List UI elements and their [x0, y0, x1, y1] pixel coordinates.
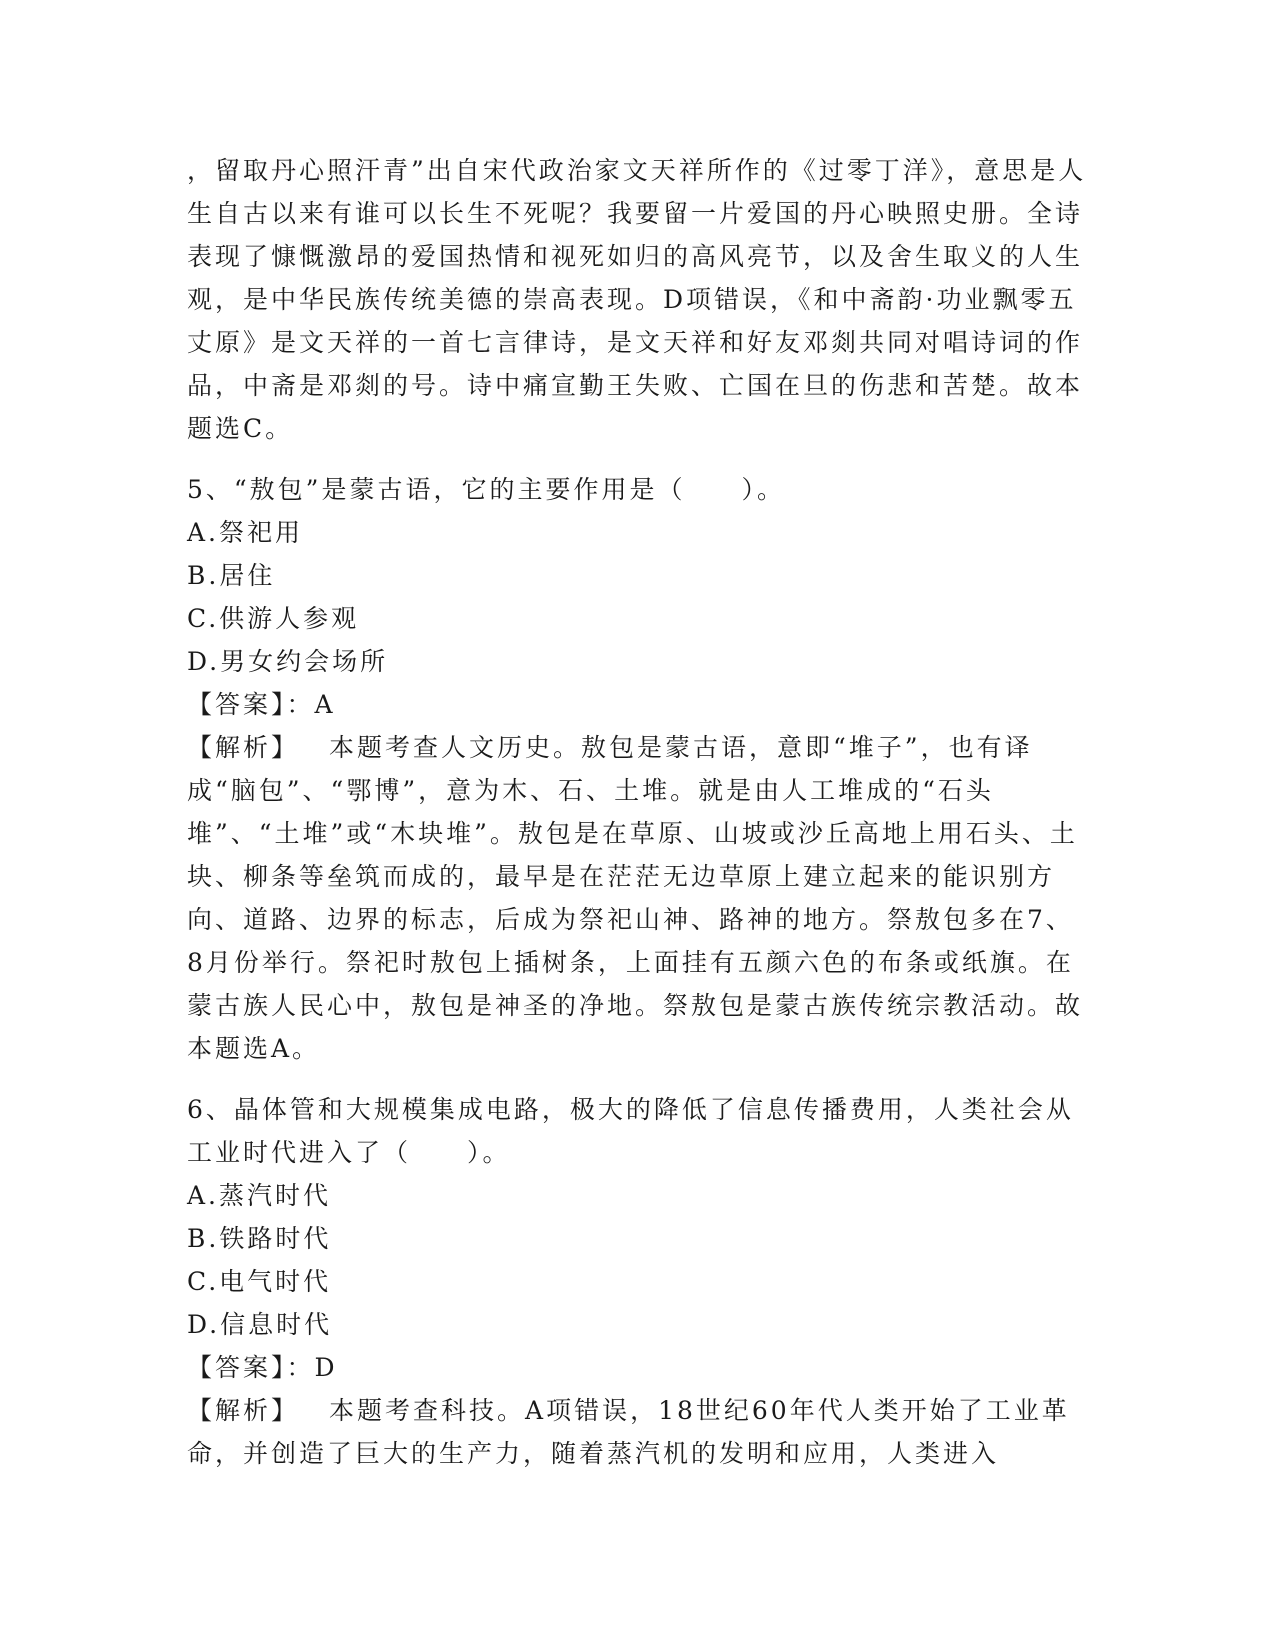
answer-value: ：A: [286, 690, 336, 719]
question-5-answer: [187, 683, 1087, 726]
question-5-option-b: B.居住: [187, 561, 276, 590]
explanation-text: 本题考查科技。A项错误，18世纪60年代人类开始了工业革命，并创造了巨大的生产力，随着蒸汽机的发明和应用，人类进入: [187, 1396, 1070, 1468]
question-6-option-d: D.信息时代: [187, 1310, 333, 1339]
answer-tag: 【答案】: [187, 690, 287, 719]
question-5-explanation: [187, 726, 1087, 1070]
answer-value: ：D: [286, 1353, 338, 1382]
question-5-stem: 5、“敖包”是蒙古语，它的主要作用是（ ）。: [187, 475, 785, 504]
explanation-tag: 【解析】: [187, 1396, 300, 1425]
section-gap: [187, 1070, 1087, 1088]
question-6-option-b: B.铁路时代: [187, 1224, 332, 1253]
section-gap: [187, 450, 1087, 468]
question-5-option-c: C.供游人参观: [187, 604, 360, 633]
continued-explanation: ，留取丹心照汗青”出自宋代政治家文天祥所作的《过零丁洋》，意思是人生自古以来有谁可以长生不死呢？我要留一片爱国的丹心映照史册。全诗表现了慷慨激昂的爱国热情和视死如归的高风亮节，以及舍生取义的人生观，是中华民族传统美德的崇高表现。D项错误，《和中斋韵·功业飘零五丈原》是文天祥的一首七言律诗，是文天祥和好友邓剡共同对唱诗词的作品，中斋是邓剡的号。诗中痛宣勤王失败、亡国在旦的伤悲和苦楚。故本题选C。: [187, 156, 1087, 443]
page-content: [187, 149, 1087, 1475]
question-6-explanation: [187, 1389, 1087, 1475]
question-5: [187, 468, 1087, 1070]
question-6-answer: [187, 1346, 1087, 1389]
question-6: [187, 1088, 1087, 1475]
question-6-option-a: A.蒸汽时代: [187, 1181, 332, 1210]
answer-tag: 【答案】: [187, 1353, 287, 1382]
question-6-option-c: C.电气时代: [187, 1267, 332, 1296]
question-5-option-a: A.祭祀用: [187, 518, 304, 547]
explanation-text: 本题考查人文历史。敖包是蒙古语，意即“堆子”，也有译成“脑包”、“鄂博”，意为木、石、土堆。就是由人工堆成的“石头堆”、“土堆”或“木块堆”。敖包是在草原、山坡或沙丘高地上用石头、土块、柳条等垒筑而成的，最早是在茫茫无边草原上建立起来的能识别方向、道路、边界的标志，后成为祭祀山神、路神的地方。祭敖包多在7、8月份举行。祭祀时敖包上插树条，上面挂有五颜六色的布条或纸旗。在蒙古族人民心中，敖包是神圣的净地。祭敖包是蒙古族传统宗教活动。故本题选A。: [187, 733, 1084, 1063]
question-5-option-d: D.男女约会场所: [187, 647, 389, 676]
explanation-tag: 【解析】: [187, 733, 300, 762]
question-6-stem: 6、晶体管和大规模集成电路，极大的降低了信息传播费用，人类社会从工业时代进入了（ ）。: [187, 1095, 1074, 1167]
